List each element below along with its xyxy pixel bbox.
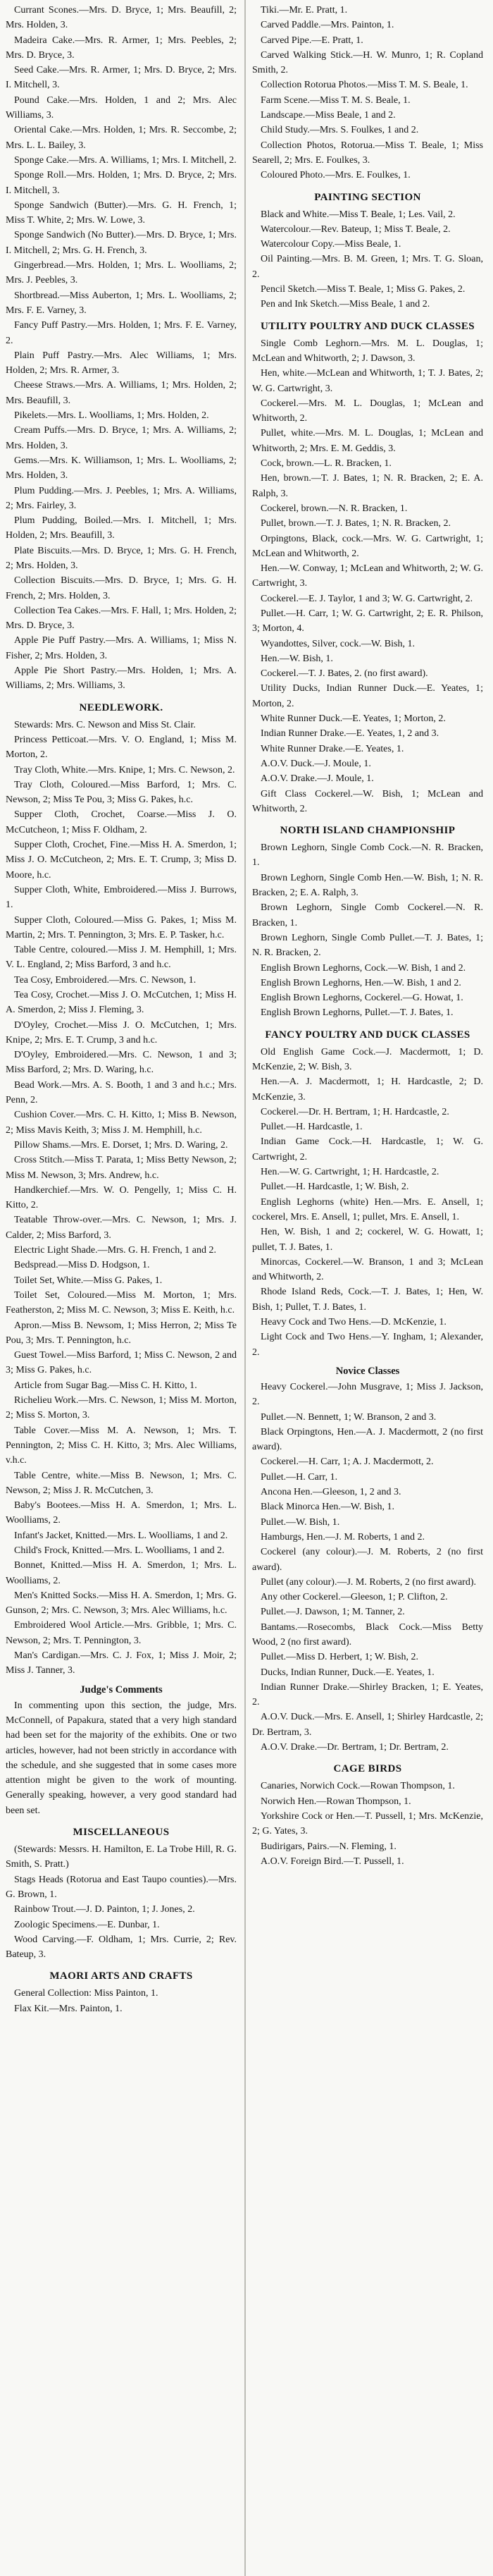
result-entry: Pullet.—W. Bish, 1.: [261, 1516, 340, 1528]
section-heading: CAGE BIRDS: [333, 1763, 402, 1775]
result-entry: Stags Heads (Rotorua and East Taupo counties).—Mrs. G. Brown, 1.: [6, 1874, 237, 1900]
result-entry: Brown Leghorn, Single Comb Cockerel.—N. R. Bracken, 1.: [252, 902, 483, 928]
result-entry: Guest Towel.—Miss Barford, 1; Miss C. Newson, 2 and 3; Miss G. Pakes, h.c.: [6, 1350, 237, 1376]
stewards-note: Stewards: Mrs. C. Newson and Miss St. Clair.: [14, 719, 196, 730]
result-entry: Supper Cloth, White, Embroidered.—Miss J. Burrows, 1.: [6, 884, 237, 911]
result-entry: Collection Rotorua Photos.—Miss T. M. S. Beale, 1.: [261, 80, 468, 91]
result-entry: Wyandottes, Silver, cock.—W. Bish, 1.: [261, 638, 415, 649]
result-entry: Cream Puffs.—Mrs. D. Bryce, 1; Mrs. A. Williams, 2; Mrs. Holden, 3.: [6, 425, 237, 451]
result-entry: White Runner Drake.—E. Yeates, 1.: [261, 743, 404, 754]
stewards-note: (Stewards: Messrs. H. Hamilton, E. La Trobe Hill, R. G. Smith, S. Pratt.): [6, 1844, 237, 1870]
result-entry: A.O.V. Drake.—Dr. Bertram, 1; Dr. Bertram, 2.: [261, 1742, 449, 1753]
result-entry: English Leghorns (white) Hen.—Mrs. E. Ansell, 1; cockerel, Mrs. E. Ansell, 1; pullet, Mrs. E. Ansell, 1.: [252, 1196, 483, 1222]
result-entry: Bead Work.—Mrs. A. S. Booth, 1 and 3 and h.c.; Mrs. Penn, 2.: [6, 1079, 237, 1106]
result-entry: Indian Runner Drake.—Shirley Bracken, 1; E. Yeates, 2.: [252, 1681, 483, 1708]
result-entry: Indian Game Cock.—H. Hardcastle, 1; W. G. Cartwright, 2.: [252, 1136, 483, 1163]
result-entry: Electric Light Shade.—Mrs. G. H. French, 1 and 2.: [14, 1245, 216, 1256]
result-entry: A.O.V. Duck.—Mrs. E. Ansell, 1; Shirley Hardcastle, 2; Dr. Bertram, 3.: [252, 1712, 483, 1738]
result-entry: Cockerel.—H. Carr, 1; A. J. Macdermott, 2.: [261, 1456, 434, 1468]
result-entry: Carved Paddle.—Mrs. Painton, 1.: [261, 20, 394, 31]
result-entry: Ancona Hen.—Gleeson, 1, 2 and 3.: [261, 1487, 401, 1498]
result-entry: Tray Cloth, White.—Mrs. Knipe, 1; Mrs. C. Newson, 2.: [14, 764, 235, 775]
result-entry: Collection Biscuits.—Mrs. D. Bryce, 1; Mrs. G. H. French, 2; Mrs. Holden, 3.: [6, 575, 237, 601]
result-entry: Hen, white.—McLean and Whitworth, 1; T. J. Bates, 2; W. G. Cartwright, 3.: [252, 368, 483, 394]
result-entry: Sponge Sandwich (No Butter).—Mrs. D. Bryce, 1; Mrs. I. Mitchell, 2; Mrs. G. H. French, 3.: [6, 230, 237, 256]
miscellaneous-section: [6, 1825, 237, 1962]
result-entry: Any other Cockerel.—Gleeson, 1; P. Clifton, 2.: [261, 1592, 448, 1603]
result-entry: Embroidered Wool Article.—Mrs. Gribble, 1; Mrs. C. Newson, 2; Mrs. T. Pennington, 3.: [6, 1620, 237, 1646]
result-entry: Table Centre, coloured.—Miss J. M. Hemphill, 1; Mrs. V. L. England, 2; Miss Barford, 3 and h.c.: [6, 945, 237, 971]
result-entry: Seed Cake.—Mrs. R. Armer, 1; Mrs. D. Bryce, 2; Mrs. I. Mitchell, 3.: [6, 65, 237, 91]
result-entry: Budirigars, Pairs.—N. Fleming, 1.: [261, 1841, 397, 1852]
result-entry: Brown Leghorn, Single Comb Cock.—N. R. Bracken, 1.: [252, 842, 483, 869]
result-entry: Brown Leghorn, Single Comb Hen.—W. Bish, 1; N. R. Bracken, 2; E. A. Ralph, 3.: [252, 872, 483, 899]
result-entry: Old English Game Cock.—J. Macdermott, 1; D. McKenzie, 2; W. Bish, 3.: [252, 1046, 483, 1072]
cage-birds-section: [252, 1762, 483, 1869]
result-entry: Heavy Cock and Two Hens.—D. McKenzie, 1.: [261, 1317, 447, 1328]
result-entry: Cockerel (any colour).—J. M. Roberts, 2 (no first award).: [252, 1547, 483, 1573]
result-entry: Carved Walking Stick.—H. W. Munro, 1; R. Copland Smith, 2.: [252, 49, 483, 76]
section-heading: NEEDLEWORK.: [79, 701, 163, 713]
result-entry: Bonnet, Knitted.—Miss H. A. Smerdon, 1; Mrs. L. Woolliams, 2.: [6, 1560, 237, 1586]
result-entry: Pullet.—H. Hardcastle, 1.: [261, 1122, 363, 1133]
section-heading: FANCY POULTRY AND DUCK CLASSES: [265, 1029, 470, 1041]
maori-arts-continued: [252, 3, 483, 108]
result-entry: Pound Cake.—Mrs. Holden, 1 and 2; Mrs. Alec Williams, 3.: [6, 94, 237, 121]
result-entry: Richelieu Work.—Mrs. C. Newson, 1; Miss M. Morton, 2; Miss S. Morton, 3.: [6, 1395, 237, 1421]
result-entry: Black and White.—Miss T. Beale, 1; Les. Vail, 2.: [261, 209, 456, 220]
result-entry: Watercolour.—Rev. Bateup, 1; Miss T. Beale, 2.: [261, 223, 451, 235]
result-entry: Apple Pie Puff Pastry.—Mrs. A. Williams, 1; Miss N. Fisher, 2; Mrs. Holden, 3.: [6, 635, 237, 661]
result-entry: Baby's Bootees.—Miss H. A. Smerdon, 1; Mrs. L. Woolliams, 2.: [6, 1500, 237, 1526]
result-entry: English Brown Leghorns, Cockerel.—G. Howat, 1.: [261, 993, 463, 1004]
result-entry: Tea Cosy, Crochet.—Miss J. O. McCutchen, 1; Miss H. A. Smerdon, 2; Miss J. Fleming, 3.: [6, 990, 237, 1016]
result-entry: Flax Kit.—Mrs. Painton, 1.: [14, 2003, 123, 2014]
result-entry: Hen.—A. J. Macdermott, 1; H. Hardcastle, 2; D. McKenzie, 3.: [252, 1077, 483, 1103]
section-heading: UTILITY POULTRY AND DUCK CLASSES: [260, 320, 475, 332]
result-entry: Landscape.—Miss Beale, 1 and 2.: [261, 110, 396, 121]
result-entry: Cross Stitch.—Miss T. Parata, 1; Miss Betty Newson, 2; Miss M. Newson, 3; Mrs. Andrew, h.c.: [6, 1155, 237, 1181]
result-entry: Pullet.—J. Dawson, 1; M. Tanner, 2.: [261, 1607, 405, 1618]
result-entry: Bantams.—Rosecombs, Black Cock.—Miss Betty Wood, 2 (no first award).: [252, 1621, 483, 1648]
result-entry: Plum Pudding, Boiled.—Mrs. I. Mitchell, 1; Mrs. Holden, 2; Mrs. Beaufill, 3.: [6, 515, 237, 541]
result-entry: Hamburgs, Hen.—J. M. Roberts, 1 and 2.: [261, 1531, 425, 1542]
result-entry: Pen and Ink Sketch.—Miss Beale, 1 and 2.: [261, 299, 430, 310]
result-entry: Hen, W. Bish, 1 and 2; cockerel, W. G. Howatt, 1; pullet, T. J. Bates, 1.: [252, 1227, 483, 1253]
result-entry: Pullet (any colour).—J. M. Roberts, 2 (no first award).: [261, 1576, 476, 1588]
result-entry: Brown Leghorn, Single Comb Pullet.—T. J. Bates, 1; N. R. Bracken, 2.: [252, 932, 483, 959]
judges-comments-text: In commenting upon this section, the judge, Mrs. McConnell, of Papakura, stated that a very high standard had been set for the majority of the exhibits. One or two articles, however, had not been strictly in accordance with the schedule, and she suggested that in some cases more attention might be given to the work of mounting. Generally speaking, however, a very good standard had been set.: [6, 1700, 237, 1816]
collection-note: General Collection: Miss Painton, 1.: [14, 1988, 158, 1999]
result-entry: Apple Pie Short Pastry.—Mrs. Holden, 1; Mrs. A. Williams, 2; Mrs. Williams, 3.: [6, 666, 237, 692]
result-entry: Pullet.—H. Carr, 1.: [261, 1471, 338, 1483]
result-entry: Teatable Throw-over.—Mrs. C. Newson, 1; Mrs. J. Calder, 2; Miss Barford, 3.: [6, 1215, 237, 1241]
result-entry: Pullet, brown.—T. J. Bates, 1; N. R. Bracken, 2.: [261, 518, 451, 529]
result-entry: Handkerchief.—Mrs. W. O. Pengelly, 1; Miss C. H. Kitto, 2.: [6, 1184, 237, 1211]
result-entry: Light Cock and Two Hens.—Y. Ingham, 1; Alexander, 2.: [252, 1332, 483, 1358]
result-entry: Yorkshire Cock or Hen.—T. Pussell, 1; Mrs. McKenzie, 2; G. Yates, 3.: [252, 1810, 483, 1837]
result-entry: Cock, brown.—L. R. Bracken, 1.: [261, 458, 392, 470]
result-entry: Single Comb Leghorn.—Mrs. M. L. Douglas, 1; McLean and Whitworth, 2; J. Dawson, 3.: [252, 338, 483, 364]
result-entry: D'Oyley, Crochet.—Miss J. O. McCutchen, 1; Mrs. Knipe, 2; Mrs. E. T. Crump, 3 and h.c.: [6, 1019, 237, 1045]
result-entry: Cheese Straws.—Mrs. A. Williams, 1; Mrs. Holden, 2; Mrs. Beaufill, 3.: [6, 380, 237, 406]
result-entry: Child Study.—Mrs. S. Foulkes, 1 and 2.: [261, 125, 419, 136]
result-entry: English Brown Leghorns, Hen.—W. Bish, 1 and 2.: [261, 977, 461, 988]
result-entry: Ducks, Indian Runner, Duck.—E. Yeates, 1.: [261, 1667, 435, 1678]
result-entry: Cockerel.—E. J. Taylor, 1 and 3; W. G. Cartwright, 2.: [261, 593, 473, 604]
result-entry: Madeira Cake.—Mrs. R. Armer, 1; Mrs. Peebles, 2; Mrs. D. Bryce, 3.: [6, 35, 237, 61]
result-entry: Toilet Set, White.—Miss G. Pakes, 1.: [14, 1275, 163, 1286]
result-entry: Supper Cloth, Crochet, Fine.—Miss H. A. Smerdon, 1; Miss J. O. McCutcheon, 2; Mrs. E. T. Crump, 3; Miss D. Moore, h.c.: [6, 840, 237, 881]
utility-poultry-section: [252, 319, 483, 817]
result-entry: A.O.V. Duck.—J. Moule, 1.: [261, 758, 371, 769]
result-entry: Men's Knitted Socks.—Miss H. A. Smerdon, 1; Mrs. G. Gunson, 2; Mrs. C. Newson, 3; Mrs. Alec Williams, h.c.: [6, 1590, 237, 1617]
result-entry: Plate Biscuits.—Mrs. D. Bryce, 1; Mrs. G. H. French, 2; Mrs. Holden, 3.: [6, 545, 237, 571]
result-entry: Pullet.—H. Hardcastle, 1; W. Bish, 2.: [261, 1182, 409, 1193]
result-entry: Table Centre, white.—Miss B. Newson, 1; Mrs. C. Newson, 2; Miss J. R. McCutchen, 3.: [6, 1470, 237, 1496]
result-entry: Farm Scene.—Miss T. M. S. Beale, 1.: [261, 94, 411, 106]
result-entry: Orpingtons, Black, cock.—Mrs. W. G. Cartwright, 1; McLean and Whitworth, 2.: [252, 533, 483, 559]
result-entry: Shortbread.—Miss Auberton, 1; Mrs. L. Woolliams, 2; Mrs. F. E. Varney, 3.: [6, 290, 237, 316]
section-heading: PAINTING SECTION: [314, 191, 421, 203]
result-entry: Article from Sugar Bag.—Miss C. H. Kitto, 1.: [14, 1380, 197, 1391]
result-entry: Black Minorca Hen.—W. Bish, 1.: [261, 1502, 395, 1513]
fancy-poultry-section: [252, 1028, 483, 1755]
result-entry: Collection Tea Cakes.—Mrs. F. Hall, 1; Mrs. Holden, 2; Mrs. D. Bryce, 3.: [6, 605, 237, 632]
result-entry: Cockerel.—Mrs. M. L. Douglas, 1; McLean and Whitworth, 2.: [252, 398, 483, 424]
needlework-section: [6, 701, 237, 1818]
painting-section: [252, 190, 483, 312]
result-entry: English Brown Leghorns, Cock.—W. Bish, 1 and 2.: [261, 962, 466, 974]
art-photo-results: [252, 108, 483, 183]
result-entry: Pikelets.—Mrs. L. Woolliams, 1; Mrs. Holden, 2.: [14, 410, 209, 422]
result-entry: Cushion Cover.—Mrs. C. H. Kitto, 1; Miss B. Newson, 2; Miss Mavis Keith, 3; Miss J. M. Hemphill, h.c.: [6, 1110, 237, 1136]
result-entry: Wood Carving.—F. Oldham, 1; Mrs. Currie, 2; Rev. Bateup, 3.: [6, 1934, 237, 1961]
result-entry: Heavy Cockerel.—John Musgrave, 1; Miss J. Jackson, 2.: [252, 1381, 483, 1408]
result-entry: Hen.—W. Bish, 1.: [261, 653, 333, 664]
north-island-championship-section: [252, 823, 483, 1021]
novice-classes-heading: Novice Classes: [335, 1365, 400, 1377]
result-entry: Plain Puff Pastry.—Mrs. Alec Williams, 1; Mrs. Holden, 2; Mrs. R. Armer, 3.: [6, 350, 237, 376]
result-entry: A.O.V. Foreign Bird.—T. Pussell, 1.: [261, 1856, 404, 1867]
judges-comments-heading: Judge's Comments: [80, 1683, 163, 1695]
result-entry: Oriental Cake.—Mrs. Holden, 1; Mrs. R. Seccombe, 2; Mrs. L. L. Bailey, 3.: [6, 125, 237, 151]
result-entry: Man's Cardigan.—Mrs. C. J. Fox, 1; Miss J. Moir, 2; Miss J. Tanner, 3.: [6, 1650, 237, 1676]
result-entry: Tea Cosy, Embroidered.—Mrs. C. Newson, 1.: [14, 974, 196, 986]
result-entry: Collection Photos, Rotorua.—Miss T. Beale, 1; Miss Searell, 2; Mrs. E. Foulkes, 3.: [252, 140, 483, 166]
result-entry: Princess Petticoat.—Mrs. V. O. England, 1; Miss M. Morton, 2.: [6, 734, 237, 761]
result-entry: Supper Cloth, Crochet, Coarse.—Miss J. O. McCutcheon, 1; Miss F. Oldham, 2.: [6, 809, 237, 835]
result-entry: Rainbow Trout.—J. D. Painton, 1; J. Jones, 2.: [14, 1904, 195, 1915]
result-entry: Tray Cloth, Coloured.—Miss Barford, 1; Mrs. C. Newson, 2; Miss Te Pou, 3; Miss G. Pakes, h.c.: [6, 779, 237, 806]
result-entry: Sponge Roll.—Mrs. Holden, 1; Mrs. D. Bryce, 2; Mrs. I. Mitchell, 3.: [6, 170, 237, 196]
result-entry: Zoologic Specimens.—E. Dunbar, 1.: [14, 1919, 160, 1930]
section-heading: MISCELLANEOUS: [73, 1827, 170, 1839]
section-heading: NORTH ISLAND CHAMPIONSHIP: [280, 825, 456, 837]
result-entry: Currant Scones.—Mrs. D. Bryce, 1; Mrs. Beaufill, 2; Mrs. Holden, 3.: [6, 5, 237, 31]
result-entry: Pullet.—H. Carr, 1; W. G. Cartwright, 2; E. R. Philson, 3; Morton, 4.: [252, 608, 483, 634]
left-column: [6, 3, 237, 2016]
result-entry: Pillow Shams.—Mrs. E. Dorset, 1; Mrs. D. Waring, 2.: [14, 1139, 228, 1151]
result-entry: Rhode Island Reds, Cock.—T. J. Bates, 1; Hen, W. Bish, 1; Pullet, T. J. Bates, 1.: [252, 1287, 483, 1313]
result-entry: Cockerel.—T. J. Bates, 2. (no first award).: [261, 668, 428, 680]
result-entry: Minorcas, Cockerel.—W. Branson, 1 and 3; McLean and Whitworth, 2.: [252, 1256, 483, 1283]
section-heading: MAORI ARTS AND CRAFTS: [49, 1970, 193, 1982]
result-entry: Hen, brown.—T. J. Bates, 1; N. R. Bracken, 2; E. A. Ralph, 3.: [252, 473, 483, 499]
result-entry: Supper Cloth, Coloured.—Miss G. Pakes, 1; Miss M. Martin, 2; Mrs. T. Pennington, 3; Mrs. E. P. Tasker, h.c.: [6, 914, 237, 940]
result-entry: Hen.—W. G. Cartwright, 1; H. Hardcastle, 2.: [261, 1167, 439, 1178]
result-entry: Indian Runner Drake.—E. Yeates, 1, 2 and 3.: [261, 728, 439, 740]
result-entry: Watercolour Copy.—Miss Beale, 1.: [261, 239, 401, 250]
result-entry: Tiki.—Mr. E. Pratt, 1.: [261, 5, 348, 16]
result-entry: Toilet Set, Coloured.—Miss M. Morton, 1; Mrs. Featherston, 2; Miss M. C. Newson, 3; Miss E. Keith, h.c.: [6, 1289, 237, 1316]
result-entry: A.O.V. Drake.—J. Moule, 1.: [261, 773, 374, 785]
result-entry: Cockerel, brown.—N. R. Bracken, 1.: [261, 503, 408, 514]
result-entry: Apron.—Miss B. Newsom, 1; Miss Herron, 2; Miss Te Pou, 3; Mrs. T. Pennington, h.c.: [6, 1320, 237, 1346]
result-entry: Carved Pipe.—E. Pratt, 1.: [261, 35, 363, 46]
result-entry: Pencil Sketch.—Miss T. Beale, 1; Miss G. Pakes, 2.: [261, 284, 466, 295]
result-entry: English Brown Leghorns, Pullet.—T. J. Bates, 1.: [261, 1007, 454, 1019]
baking-results: [6, 3, 237, 694]
maori-arts-section: [6, 1969, 237, 2016]
result-entry: Pullet, white.—Mrs. M. L. Douglas, 1; McLean and Whitworth, 2; Mrs. E. M. Geddis, 3.: [252, 428, 483, 454]
result-entry: Hen.—W. Conway, 1; McLean and Whitworth, 2; W. G. Cartwright, 3.: [252, 563, 483, 589]
result-entry: Norwich Hen.—Rowan Thompson, 1.: [261, 1796, 411, 1807]
result-entry: Oil Painting.—Mrs. B. M. Green, 1; Mrs. T. G. Sloan, 2.: [252, 254, 483, 280]
result-entry: White Runner Duck.—E. Yeates, 1; Morton, 2.: [261, 713, 446, 725]
result-entry: Canaries, Norwich Cock.—Rowan Thompson, 1.: [261, 1781, 455, 1792]
result-entry: Coloured Photo.—Mrs. E. Foulkes, 1.: [261, 170, 411, 181]
right-column: [252, 3, 483, 1869]
result-entry: Gift Class Cockerel.—W. Bish, 1; McLean and Whitworth, 2.: [252, 788, 483, 814]
result-entry: Fancy Puff Pastry.—Mrs. Holden, 1; Mrs. F. E. Varney, 2.: [6, 320, 237, 346]
result-entry: Bedspread.—Miss D. Hodgson, 1.: [14, 1260, 150, 1271]
result-entry: Plum Pudding.—Mrs. J. Peebles, 1; Mrs. A. Williams, 2; Mrs. Fairley, 3.: [6, 485, 237, 511]
result-entry: Infant's Jacket, Knitted.—Mrs. L. Woolliams, 1 and 2.: [14, 1530, 228, 1541]
result-entry: Pullet.—Miss D. Herbert, 1; W. Bish, 2.: [261, 1652, 419, 1663]
column-divider: [244, 0, 246, 2576]
result-entry: Cockerel.—Dr. H. Bertram, 1; H. Hardcastle, 2.: [261, 1106, 449, 1117]
result-entry: Utility Ducks, Indian Runner Duck.—E. Yeates, 1; Morton, 2.: [252, 683, 483, 709]
result-entry: Gingerbread.—Mrs. Holden, 1; Mrs. L. Woolliams, 2; Mrs. J. Peebles, 3.: [6, 260, 237, 286]
result-entry: Pullet.—N. Bennett, 1; W. Branson, 2 and 3.: [261, 1411, 437, 1423]
result-entry: D'Oyley, Embroidered.—Mrs. C. Newson, 1 and 3; Miss Barford, 2; Mrs. D. Waring, h.c.: [6, 1050, 237, 1076]
result-entry: Child's Frock, Knitted.—Mrs. L. Woolliams, 1 and 2.: [14, 1545, 225, 1556]
result-entry: Table Cover.—Miss M. A. Newson, 1; Mrs. T. Pennington, 2; Miss C. H. Kitto, 3; Mrs. Alec Williams, v.h.c.: [6, 1425, 237, 1466]
result-entry: Sponge Sandwich (Butter).—Mrs. G. H. French, 1; Miss T. White, 2; Mrs. W. Lowe, 3.: [6, 200, 237, 226]
result-entry: Gems.—Mrs. K. Williamson, 1; Mrs. L. Woolliams, 2; Mrs. Holden, 3.: [6, 455, 237, 482]
result-entry: Sponge Cake.—Mrs. A. Williams, 1; Mrs. I. Mitchell, 2.: [14, 154, 237, 166]
result-entry: Black Orpingtons, Hen.—A. J. Macdermott, 2 (no first award).: [252, 1426, 483, 1453]
